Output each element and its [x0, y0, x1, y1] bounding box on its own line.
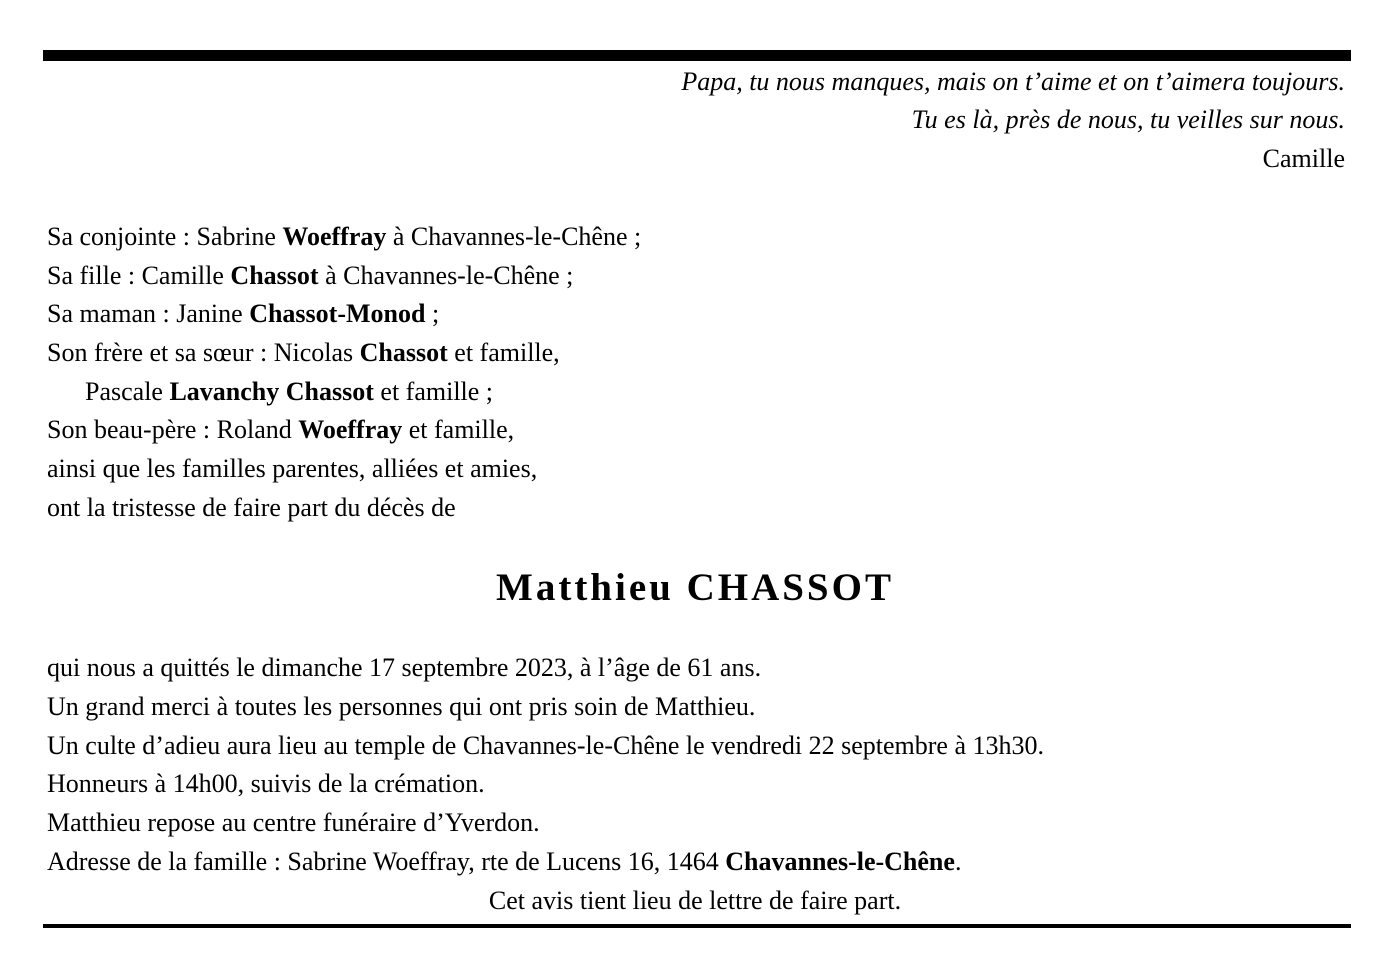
detail-line-1: qui nous a quittés le dimanche 17 septembre 2023, à l’âge de 61 ans.: [47, 653, 762, 682]
family-line-conjointe: Sa conjointe : Sabrine Woeffray à Chavannes-le-Chêne ;: [47, 222, 642, 251]
epigraph-line-1: Papa, tu nous manques, mais on t’aime et on t’aimera toujours.: [681, 67, 1345, 96]
detail-line-4: Honneurs à 14h00, suivis de la crémation.: [47, 769, 485, 798]
detail-line-2: Un grand merci à toutes les personnes qui ont pris soin de Matthieu.: [47, 692, 756, 721]
epigraph-signature: Camille: [1262, 144, 1345, 173]
family-line-frere: Son frère et sa sœur : Nicolas Chassot et famille,: [47, 338, 560, 367]
family-line-familles: ainsi que les familles parentes, alliées et amies,: [47, 454, 538, 483]
detail-line-3: Un culte d’adieu aura lieu au temple de Chavannes-le-Chêne le vendredi 22 septembre à 13h30.: [47, 731, 1045, 760]
family-line-tristesse: ont la tristesse de faire part du décès de: [47, 493, 456, 522]
family-line-maman: Sa maman : Janine Chassot-Monod ;: [47, 299, 440, 328]
family-address: Adresse de la famille : Sabrine Woeffray, rte de Lucens 16, 1464 Chavannes-le-Chêne.: [47, 847, 962, 876]
detail-line-5: Matthieu repose au centre funéraire d’Yverdon.: [47, 808, 540, 837]
top-rule: [43, 50, 1351, 61]
family-line-beaupere: Son beau-père : Roland Woeffray et famille,: [47, 415, 515, 444]
family-line-soeur: Pascale Lavanchy Chassot et famille ;: [85, 377, 494, 406]
epigraph-line-2: Tu es là, près de nous, tu veilles sur nous.: [911, 105, 1345, 134]
bottom-rule: [43, 924, 1351, 928]
footer-note: Cet avis tient lieu de lettre de faire part.: [488, 886, 902, 915]
family-line-fille: Sa fille : Camille Chassot à Chavannes-le-Chêne ;: [47, 261, 574, 290]
deceased-name: Matthieu CHASSOT: [496, 566, 894, 609]
